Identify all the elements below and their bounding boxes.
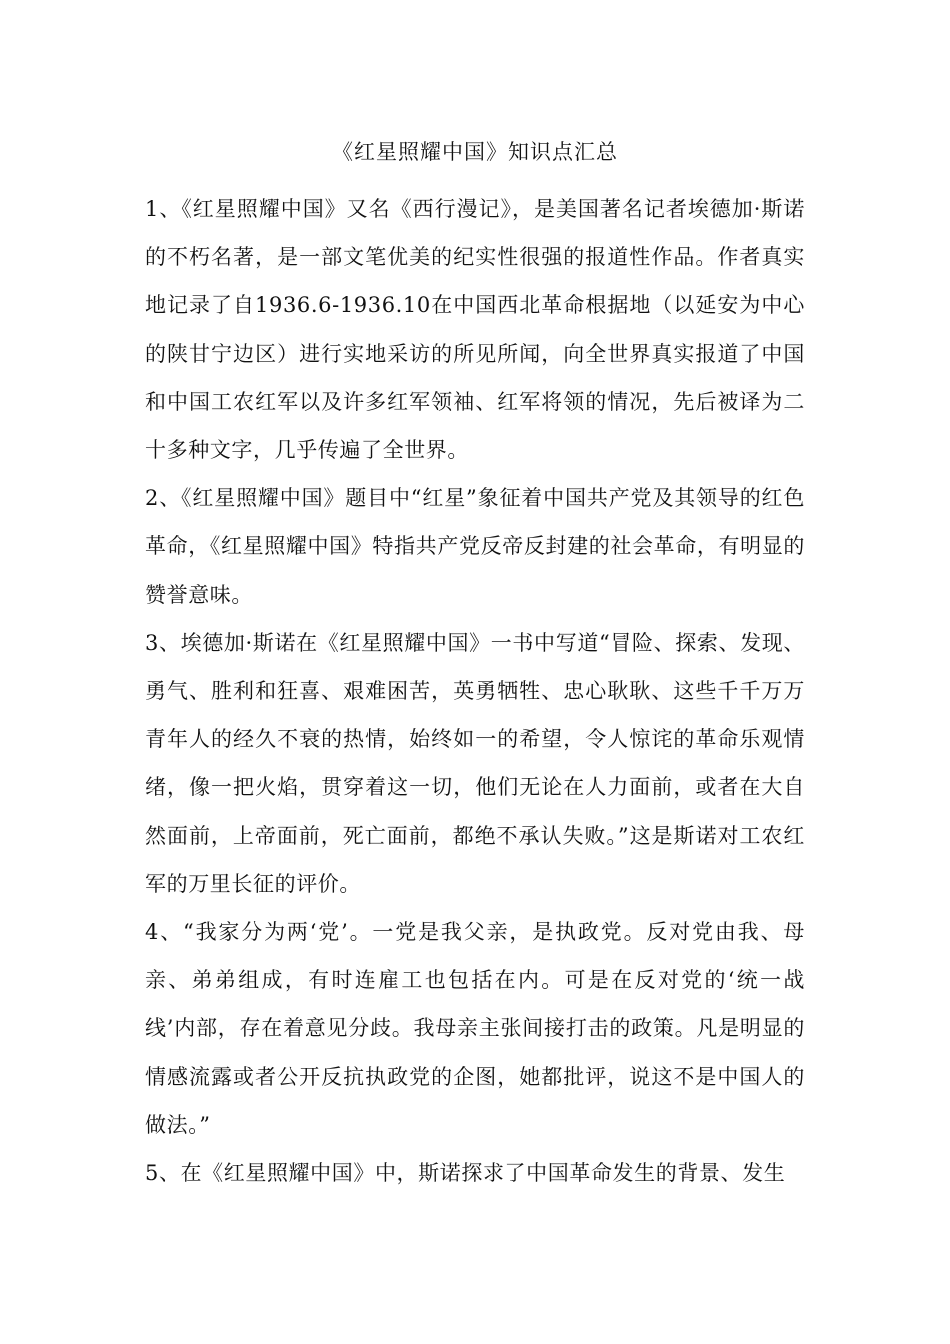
paragraph-3: 3、埃德加·斯诺在《红星照耀中国》一书中写道“冒险、探索、发现、勇气、胜利和狂喜、艰难困苦，英勇牺牲、忠心耿耿、这些千千万万青年人的经久不衰的热情，始终如一的希望，令人惊诧的革命乐观情绪，像一把火焰，贯穿着这一切，他们无论在人力面前，或者在大自然面前，上帝面前，死亡面前，都绝不承认失败。”这是斯诺对工农红军的万里长征的评价。: [145, 630, 805, 896]
paragraph-1: 1、《红星照耀中国》又名《西行漫记》，是美国著名记者埃德加·斯诺的不朽名著，是一部文笔优美的纪实性很强的报道性作品。作者真实地记录了自1936.6-1936.10在中国西北革命根据地（以延安为中心的陕甘宁边区）进行实地采访的所见所闻，向全世界真实报道了中国和中国工农红军以及许多红军领袖、红军将领的情况，先后被译为二十多种文字，几乎传遍了全世界。: [145, 197, 805, 463]
paragraph-2: 2、《红星照耀中国》题目中“红星”象征着中国共产党及其领导的红色革命，《红星照耀中国》特指共产党反帝反封建的社会革命，有明显的赞誉意味。: [145, 486, 805, 607]
paragraph-4: 4、“我家分为两‘党’。一党是我父亲，是执政党。反对党由我、母亲、弟弟组成，有时连雇工也包括在内。可是在反对党的‘统一战线’内部，存在着意见分歧。我母亲主张间接打击的政策。凡是明显的情感流露或者公开反抗执政党的企图，她都批评，说这不是中国人的做法。”: [145, 920, 805, 1137]
document-title: 《红星照耀中国》知识点汇总: [332, 140, 618, 164]
paragraph-5: 5、在《红星照耀中国》中，斯诺探求了中国革命发生的背景、发生: [145, 1161, 786, 1186]
document-body: [145, 185, 805, 1197]
